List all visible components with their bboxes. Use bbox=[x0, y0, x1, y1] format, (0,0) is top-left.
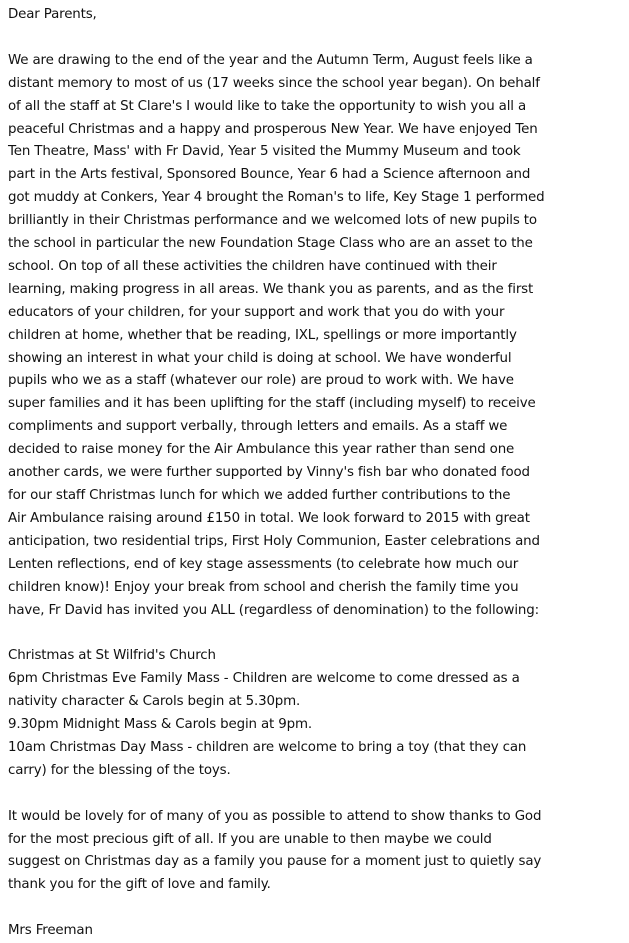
service-line: nativity character & Carols begin at 5.30pm. bbox=[8, 694, 301, 710]
body-line: for our staff Christmas lunch for which we added further contributions to the bbox=[8, 488, 511, 504]
body-line: another cards, we were further supported by Vinny's fish bar who donated food bbox=[8, 465, 530, 481]
body-line: of all the staff at St Clare's I would like to take the opportunity to wish you all a bbox=[8, 98, 527, 114]
closing-line: for the most precious gift of all. If you are unable to then maybe we could bbox=[8, 831, 492, 847]
closing-line: suggest on Christmas day as a family you pause for a moment just to quietly say bbox=[8, 854, 542, 870]
body-line: got muddy at Conkers, Year 4 brought the Roman's to life, Key Stage 1 performed bbox=[8, 190, 545, 206]
body-line: educators of your children, for your support and work that you do with your bbox=[8, 304, 505, 320]
body-line: peaceful Christmas and a happy and prosperous New Year. We have enjoyed Ten bbox=[8, 121, 538, 137]
service-line: 10am Christmas Day Mass - children are welcome to bring a toy (that they can bbox=[8, 739, 527, 755]
body-line: Ten Theatre, Mass' with Fr David, Year 5 visited the Mummy Museum and took bbox=[8, 144, 521, 160]
closing-paragraph bbox=[8, 806, 628, 898]
paragraph-gap bbox=[8, 27, 628, 50]
body-line: compliments and support verbally, through letters and emails. As a staff we bbox=[8, 419, 508, 435]
signature: Mrs Freeman bbox=[8, 923, 93, 939]
greeting: Dear Parents, bbox=[8, 7, 97, 22]
body-line: school. On top of all these activities the children have continued with their bbox=[8, 258, 497, 274]
body-line: children at home, whether that be reading, IXL, spellings or more importantly bbox=[8, 327, 517, 343]
body-line: the school in particular the new Foundation Stage Class who are an asset to the bbox=[8, 236, 533, 252]
body-line: learning, making progress in all areas. We thank you as parents, and as the first bbox=[8, 281, 534, 297]
body-line: Lenten reflections, end of key stage assessments (to celebrate how much our bbox=[8, 556, 519, 572]
church-heading: Christmas at St Wilfrid's Church bbox=[8, 648, 216, 664]
closing-line: It would be lovely for of many of you as possible to attend to show thanks to God bbox=[8, 808, 542, 824]
body-line: showing an interest in what your child is doing at school. We have wonderful bbox=[8, 350, 512, 366]
letter bbox=[8, 4, 628, 943]
body-line: anticipation, two residential trips, First Holy Communion, Easter celebrations and bbox=[8, 533, 540, 549]
body-line: pupils who we as a staff (whatever our role) are proud to work with. We have bbox=[8, 373, 514, 389]
paragraph-gap bbox=[8, 783, 628, 806]
service-line: 9.30pm Midnight Mass & Carols begin at 9pm. bbox=[8, 717, 312, 733]
services-section bbox=[8, 645, 628, 782]
body-paragraph bbox=[8, 50, 628, 623]
body-line: children know)! Enjoy your break from school and cherish the family time you bbox=[8, 579, 519, 595]
paragraph-gap bbox=[8, 622, 628, 645]
body-line: decided to raise money for the Air Ambulance this year rather than send one bbox=[8, 442, 515, 458]
body-line: Air Ambulance raising around £150 in total. We look forward to 2015 with great bbox=[8, 510, 530, 526]
closing-line: thank you for the gift of love and family. bbox=[8, 877, 271, 893]
body-line: brilliantly in their Christmas performance and we welcomed lots of new pupils to bbox=[8, 213, 537, 229]
body-line: distant memory to most of us (17 weeks since the school year began). On behalf bbox=[8, 75, 540, 91]
body-line: super families and it has been uplifting for the staff (including myself) to receive bbox=[8, 396, 536, 412]
body-line: We are drawing to the end of the year and the Autumn Term, August feels like a bbox=[8, 52, 533, 68]
body-line: part in the Arts festival, Sponsored Bounce, Year 6 had a Science afternoon and bbox=[8, 167, 531, 183]
service-line: 6pm Christmas Eve Family Mass - Children are welcome to come dressed as a bbox=[8, 671, 520, 687]
body-line: have, Fr David has invited you ALL (regardless of denomination) to the following: bbox=[8, 602, 539, 618]
service-line: carry) for the blessing of the toys. bbox=[8, 762, 231, 778]
